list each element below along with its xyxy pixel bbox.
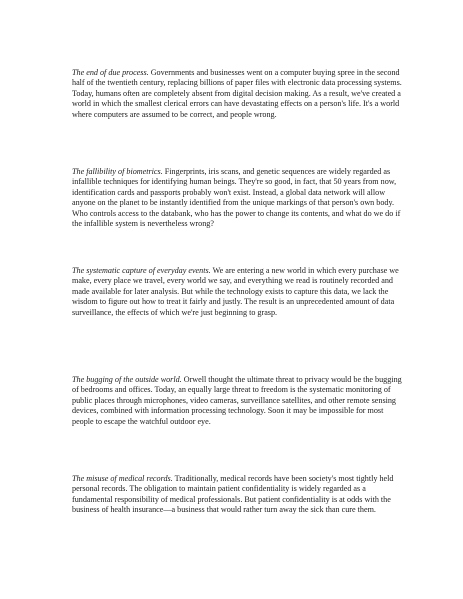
paragraph-systematic-capture bbox=[72, 266, 402, 318]
paragraph-body: Orwell thought the ultimate threat to privacy would be the bugging of bedrooms and offices. Today, an equally large threat to freedom is the systematic monitoring of public places through microphones, video cameras, surveillance satellites, and other remote sensing devices, combined with information processing technology. Soon it may be impossible for most people to escape the watchful outdoor eye. bbox=[72, 375, 402, 426]
paragraph-heading: The end of due process. bbox=[72, 68, 149, 77]
paragraph-body: Traditionally, medical records have been society's most tightly held personal records. The obligation to maintain patient confidentiality is widely regarded as a fundamental responsibility of medical professionals. But patient confidentiality is at odds with the business of health insurance—a business that would rather turn away the sick than cure them. bbox=[72, 474, 394, 515]
paragraph-heading: The bugging of the outside world. bbox=[72, 375, 182, 384]
paragraph-heading: The misuse of medical records. bbox=[72, 474, 173, 483]
paragraph-heading: The fallibility of biometrics. bbox=[72, 167, 163, 176]
paragraph-misuse-of-medical-records bbox=[72, 474, 402, 516]
paragraph-body: Fingerprints, iris scans, and genetic sequences are widely regarded as infallible techniques for identifying human beings. They're so good, in fact, that 50 years from now, identification cards and passports probably won't exist. Instead, a global data network will allow anyone on the planet to be instantly identified from the unique markings of that person's own body. Who controls access to the databank, who has the power to change its contents, and what do we do if the infallible system is nevertheless wrong? bbox=[72, 167, 401, 229]
paragraph-body: We are entering a new world in which every purchase we make, every place we travel, every world we say, and everything we read is routinely recorded and made available for later analysis. But while the technology exists to capture this data, we lack the wisdom to figure out how to treat it fairly and justly. The result is an unprecedented amount of data surveillance, the effects of which we're just beginning to grasp. bbox=[72, 266, 399, 317]
paragraph-fallibility-of-biometrics bbox=[72, 167, 402, 229]
paragraph-body: Governments and businesses went on a computer buying spree in the second half of the twentieth century, replacing billions of paper files with electronic data processing systems. Today, humans often are completely absent from digital decision making. As a result, we've created a world in which the smallest clerical errors can have devastating effects on a person's life. It's a world where computers are assumed to be correct, and people wrong. bbox=[72, 68, 402, 119]
paragraph-heading: The systematic capture of everyday events. bbox=[72, 266, 211, 275]
paragraph-bugging-outside-world bbox=[72, 375, 402, 427]
paragraph-end-of-due-process bbox=[72, 68, 402, 120]
